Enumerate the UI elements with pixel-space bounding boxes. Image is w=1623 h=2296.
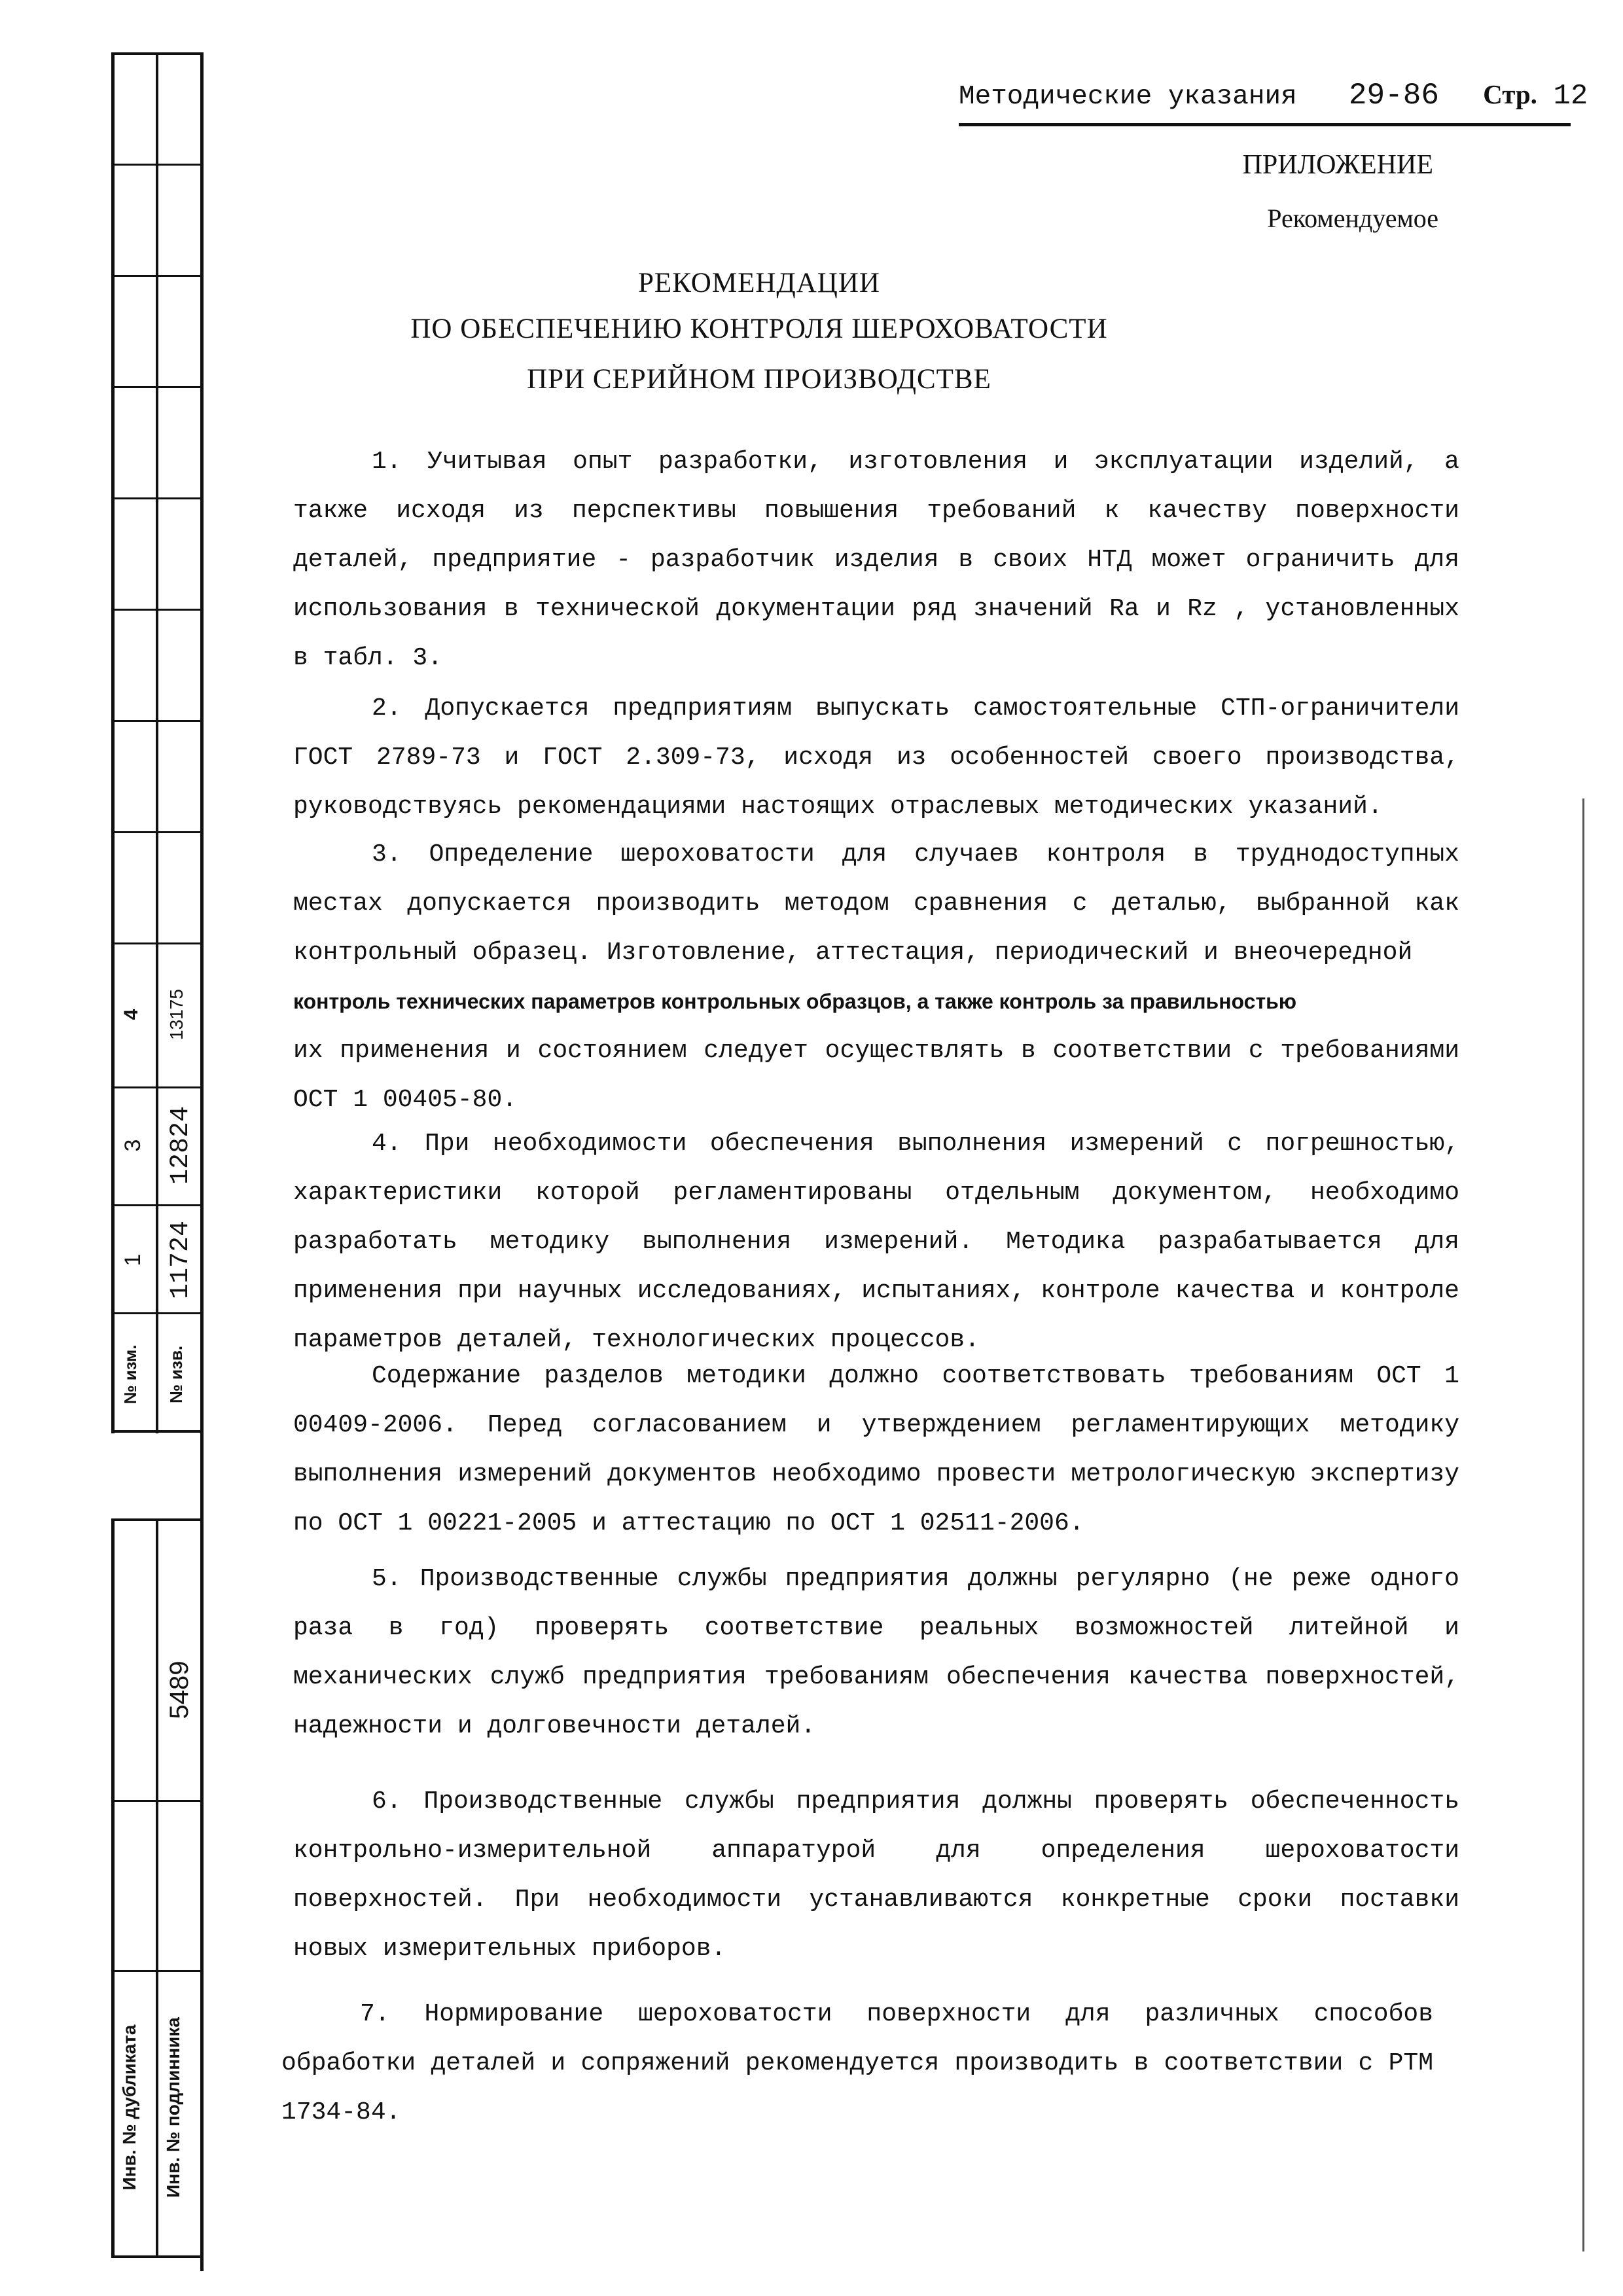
paragraph-1: 1. Учитывая опыт разработки, изготовления и эксплуатации изделий, а также исходя из перспективы повышения требований к качеству поверхности деталей, предприятие - разработчик изделия в своих НТД может ограничить для использования в технической документации ряд значений Ra и Rz , установленных в табл. 3.	[293, 448, 1459, 672]
paragraph-3: 3. Определение шероховатости для случаев контроля в труднодоступных местах допускается производить методом сравнения с деталью, выбранной как контрольный образец. Изготовление, аттестация, периодический и внеочередной	[293, 840, 1459, 967]
paragraph-3-continued: контроль технических параметров контрольных образцов, а также контроль за правильностью	[293, 990, 1297, 1013]
notice-number: 13175	[166, 989, 187, 1040]
paragraph-2: 2. Допускается предприятиям выпускать самостоятельные СТП-ограничители ГОСТ 2789-73 и ГОСТ 2.309-73, исходя из особенностей своего производства, руководствуясь рекомендациями настоящих отраслевых методических указаний.	[293, 694, 1459, 821]
page-number: 12	[1553, 80, 1588, 113]
strip-line	[111, 1800, 203, 1802]
notice-number: 11724	[166, 1220, 196, 1300]
strip-line	[111, 52, 115, 1433]
title-line: ПРИ СЕРИЙНОМ ПРОИЗВОДСТВЕ	[527, 364, 991, 395]
strip-line	[111, 275, 203, 277]
strip-line	[156, 1518, 158, 2258]
inventory-number: 5489	[165, 1660, 194, 1719]
strip-line	[111, 2255, 203, 2258]
appendix-label: ПРИЛОЖЕНИЕ	[1242, 150, 1433, 180]
notice-number: 12824	[166, 1105, 196, 1185]
strip-line	[111, 52, 203, 55]
duplicate-label: Инв. № дубликата	[119, 2024, 139, 2191]
header-rule	[959, 123, 1571, 126]
strip-line	[111, 1970, 203, 1972]
paragraph-3-end: их применения и состоянием следует осуществлять в соответствии с требованиями ОСТ 1 00405-80.	[293, 1037, 1459, 1114]
paragraph-7: 7. Нормирование шероховатости поверхности для различных способов обработки деталей и сопряжений рекомендуется производить в соответствии с РТМ 1734-84.	[281, 2000, 1433, 2126]
doc-number: 29-86	[1348, 79, 1439, 113]
strip-line	[111, 497, 203, 499]
change-number: 3	[120, 1139, 145, 1152]
page-label: Стр.	[1483, 79, 1537, 109]
strip-line	[111, 609, 203, 611]
strip-line	[111, 164, 203, 166]
paragraph-4b: Содержание разделов методики должно соответствовать требованиям ОСТ 1 00409-2006. Перед согласованием и утверждением регламентирующих методику выполнения измерений документов необходимо провести метрологическую экспертизу по ОСТ 1 00221-2005 и аттестацию по ОСТ 1 02511-2006.	[293, 1362, 1459, 1537]
title-line: ПО ОБЕСПЕЧЕНИЮ КОНТРОЛЯ ШЕРОХОВАТОСТИ	[410, 314, 1108, 344]
change-label: № изм.	[120, 1344, 140, 1405]
frame-border	[1582, 798, 1584, 2251]
strip-line	[156, 52, 158, 1433]
change-number: 4	[120, 1009, 142, 1020]
title-line: РЕКОМЕНДАЦИИ	[638, 268, 880, 298]
strip-line	[111, 1518, 203, 1521]
original-label: Инв. № подлинника	[163, 2017, 183, 2198]
paragraph-5: 5. Производственные службы предприятия должны регулярно (не реже одного раза в год) проверять соответствие реальных возможностей литейной и механических служб предприятия требованиям обеспечения качества поверхностей, надежности и долговечности деталей.	[293, 1565, 1459, 1740]
notice-label: № изв.	[166, 1345, 186, 1404]
paragraph-4: 4. При необходимости обеспечения выполнения измерений с погрешностью, характеристики которой регламентированы отдельным документом, необходимо разработать методику выполнения измерений. Методика разрабатывается для применения при научных исследованиях, испытаниях, контроле качества и контроле параметров деталей, технологических процессов.	[293, 1130, 1459, 1354]
strip-line	[111, 831, 203, 833]
strip-line	[111, 720, 203, 722]
paragraph-6: 6. Производственные службы предприятия должны проверять обеспеченность контрольно-измерительной аппаратурой для определения шероховатости поверхностей. При необходимости устанавливаются конкретные сроки поставки новых измерительных приборов.	[293, 1787, 1459, 1963]
appendix-status: Рекомендуемое	[1267, 204, 1438, 233]
doc-type: Методические указания	[959, 82, 1297, 112]
strip-line	[111, 386, 203, 388]
strip-line	[111, 1518, 115, 2258]
frame-border	[200, 52, 204, 2271]
change-number: 1	[120, 1253, 145, 1266]
strip-line	[111, 942, 203, 944]
